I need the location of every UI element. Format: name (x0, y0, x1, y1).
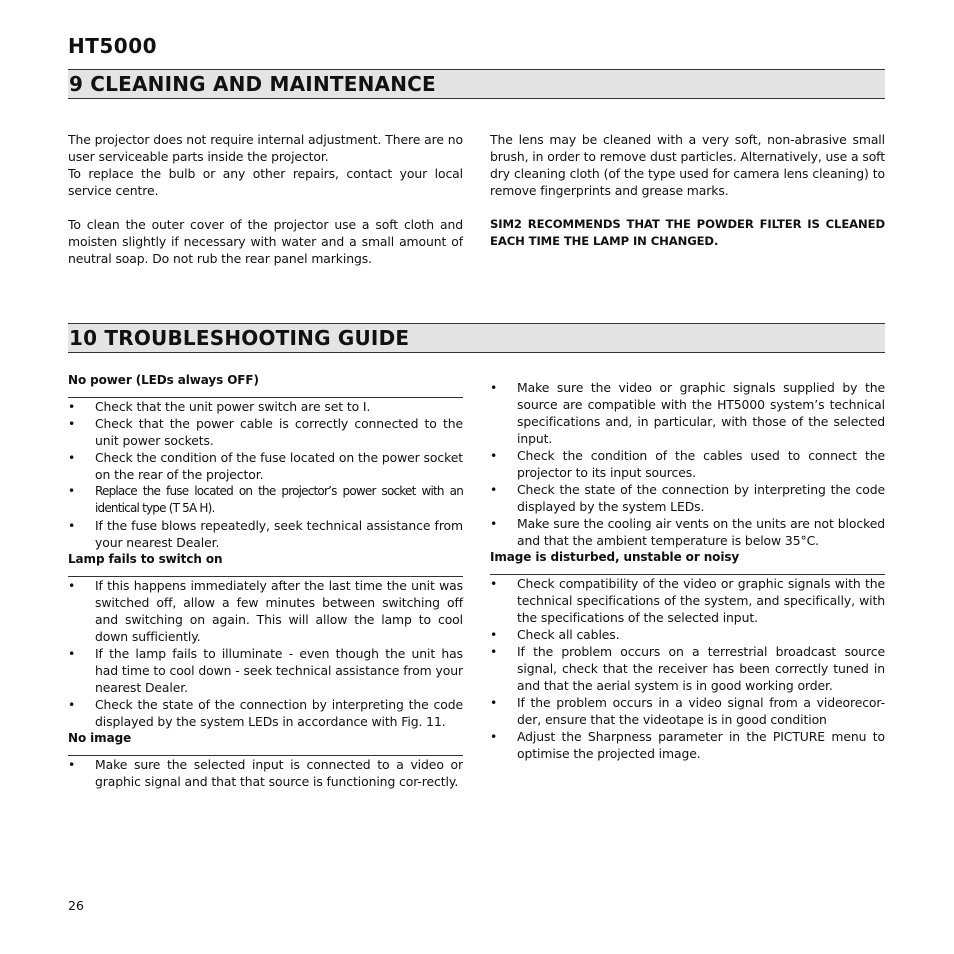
list-item: • If the problem occurs in a video signal from a videorecor-der, ensure that the videotape is in good condition (490, 694, 885, 728)
list-item: • If the problem occurs on a terrestrial broadcast source signal, check that the receiver has been correctly tuned in and that the aerial system is in good working order. (490, 643, 885, 694)
list-item: • Check that the unit power switch are set to I. (68, 398, 463, 415)
list-item: • Check the state of the connection by interpreting the code displayed by the system LEDs in accordance with Fig. 11. (68, 696, 463, 730)
section-9-right-column (490, 131, 885, 250)
subheading-lamp: Lamp fails to switch on (68, 551, 463, 577)
list-item: • Check the condition of the fuse located on the power socket on the rear of the projector. (68, 449, 463, 483)
page-number: 26 (68, 898, 84, 913)
section-10-right-column (490, 379, 885, 762)
section-10-header (68, 323, 885, 353)
section-10-title: 10 TROUBLESHOOTING GUIDE (69, 326, 410, 350)
subheading-disturbed: Image is disturbed, unstable or noisy (490, 549, 885, 575)
paragraph: To clean the outer cover of the projector use a soft cloth and moisten slightly if necessary with water and a small amount of neutral soap. Do not rub the rear panel markings. (68, 217, 463, 266)
list-item: • Make sure the cooling air vents on the units are not blocked and that the ambient temperature is below 35°C. (490, 515, 885, 549)
list-item: • Check the condition of the cables used to connect the projector to its input sources. (490, 447, 885, 481)
paragraph: The projector does not require internal adjustment. There are no user serviceable parts inside the projector. (68, 132, 463, 164)
paragraph: To replace the bulb or any other repairs, contact your local service centre. (68, 166, 463, 198)
list-item: • Adjust the Sharpness parameter in the PICTURE menu to optimise the projected image. (490, 728, 885, 762)
subheading-no-image: No image (68, 730, 463, 756)
list-item: • Make sure the video or graphic signals supplied by the source are compatible with the HT5000 system’s technical specifications and, in particular, with those of the selected input. (490, 379, 885, 447)
list-item: • Check the state of the connection by interpreting the code displayed by the system LEDs. (490, 481, 885, 515)
list-item: • Make sure the selected input is connected to a video or graphic signal and that that source is functioning cor-rectly. (68, 756, 463, 790)
filter-warning: SIM2 RECOMMENDS THAT THE POWDER FILTER IS CLEANED EACH TIME THE LAMP IN CHANGED. (490, 217, 885, 248)
section-9-left-column (68, 131, 463, 267)
list-item: • Check all cables. (490, 626, 885, 643)
list-item: • Check that the power cable is correctly connected to the unit power sockets. (68, 415, 463, 449)
section-9-title: 9 CLEANING AND MAINTENANCE (69, 72, 436, 96)
list-item: • If the lamp fails to illuminate - even though the unit has had time to cool down - seek technical assistance from your nearest Dealer. (68, 645, 463, 696)
list-item: • Check compatibility of the video or graphic signals with the technical specifications of the system, and specifically, with the specifications of the selected input. (490, 575, 885, 626)
section-10-left-column (68, 372, 463, 790)
disturbed-list (490, 575, 885, 762)
subheading-no-power: No power (LEDs always OFF) (68, 372, 463, 398)
model-title: HT5000 (68, 34, 158, 58)
no-power-list (68, 398, 463, 551)
list-item: • If this happens immediately after the last time the unit was switched off, allow a few minutes between switching off and switching on again. This will allow the lamp to cool down sufficiently. (68, 577, 463, 645)
list-item: • If the fuse blows repeatedly, seek technical assistance from your nearest Dealer. (68, 517, 463, 551)
section-9-header (68, 69, 885, 99)
paragraph: The lens may be cleaned with a very soft, non-abrasive small brush, in order to remove dust particles. Alternatively, use a soft dry cleaning cloth (of the type used for camera lens cleaning) to remove fingerprints and grease marks. (490, 132, 885, 198)
no-image-list-part-1 (68, 756, 463, 790)
no-image-list-part-2 (490, 379, 885, 549)
lamp-list (68, 577, 463, 730)
list-item: • Replace the fuse located on the projector’s power socket with an identical type (T 5A H). (68, 483, 463, 517)
